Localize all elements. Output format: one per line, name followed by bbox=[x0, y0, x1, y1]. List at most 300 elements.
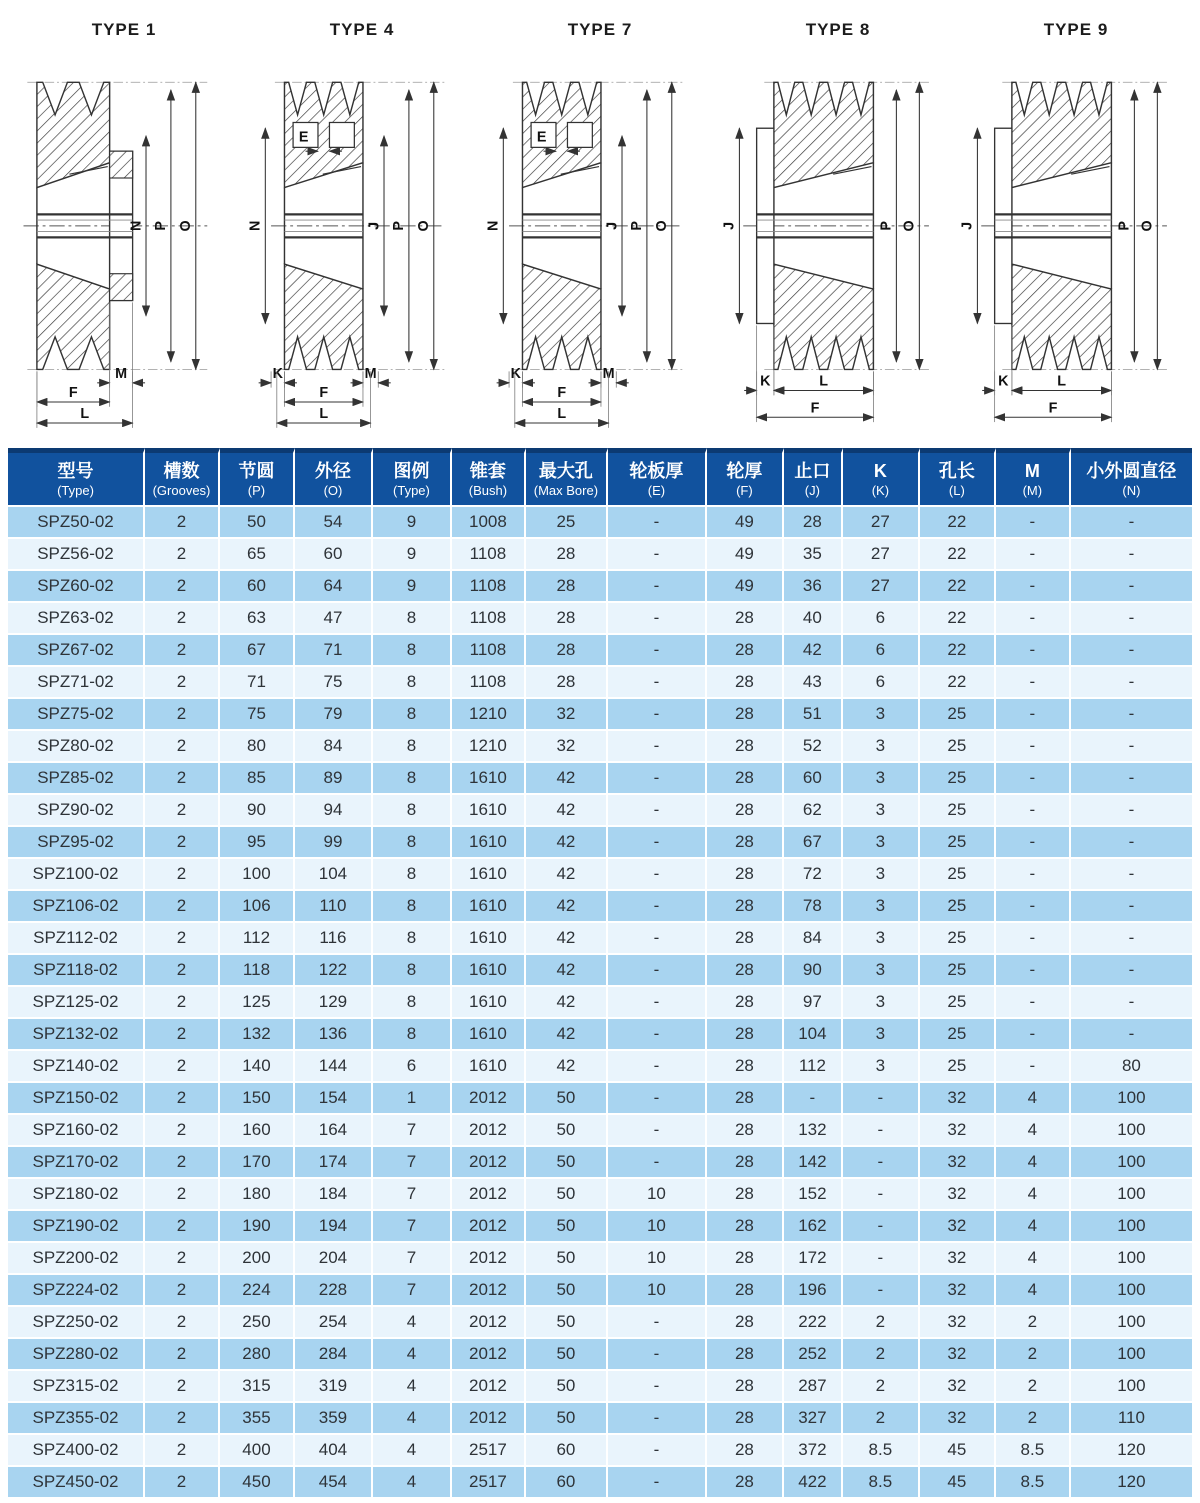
table-cell: 28 bbox=[526, 539, 608, 571]
table-cell: 1210 bbox=[452, 731, 526, 763]
table-cell: 49 bbox=[707, 539, 784, 571]
column-header-bush bbox=[452, 448, 526, 507]
table-cell: 28 bbox=[707, 1467, 784, 1499]
table-cell: 2012 bbox=[452, 1371, 526, 1403]
table-cell: 84 bbox=[784, 923, 843, 955]
column-header-k bbox=[843, 448, 920, 507]
table-cell: 250 bbox=[220, 1307, 295, 1339]
table-cell: 1610 bbox=[452, 955, 526, 987]
table-row bbox=[8, 923, 1192, 955]
pulley-drawing bbox=[6, 44, 242, 446]
table-cell: 104 bbox=[784, 1019, 843, 1051]
table-cell: 100 bbox=[1071, 1179, 1192, 1211]
table-cell: 2012 bbox=[452, 1179, 526, 1211]
table-cell: 25 bbox=[920, 731, 996, 763]
table-cell: SPZ125-02 bbox=[8, 987, 145, 1019]
table-cell: 9 bbox=[373, 571, 452, 603]
table-cell: 25 bbox=[920, 795, 996, 827]
table-cell: - bbox=[1071, 635, 1192, 667]
table-cell: 2 bbox=[145, 891, 220, 923]
column-header-zh: K bbox=[873, 461, 887, 481]
table-cell: 64 bbox=[295, 571, 373, 603]
table-cell: 80 bbox=[220, 731, 295, 763]
table-cell: 144 bbox=[295, 1051, 373, 1083]
dim-label-J: J bbox=[366, 221, 383, 230]
column-header-en: (Max Bore) bbox=[533, 482, 599, 498]
column-header-en: (J) bbox=[804, 482, 820, 498]
table-cell: - bbox=[608, 1467, 707, 1499]
column-header-o bbox=[295, 448, 373, 507]
table-cell: 71 bbox=[220, 667, 295, 699]
column-header-en: (Grooves) bbox=[152, 482, 211, 498]
column-header-p bbox=[220, 448, 295, 507]
table-cell: 8 bbox=[373, 763, 452, 795]
table-cell: 450 bbox=[220, 1467, 295, 1499]
dim-label-P: P bbox=[878, 221, 895, 231]
table-cell: 2 bbox=[145, 827, 220, 859]
table-cell: 67 bbox=[220, 635, 295, 667]
table-row bbox=[8, 635, 1192, 667]
dim-label-J: J bbox=[721, 221, 738, 230]
table-cell: 25 bbox=[920, 859, 996, 891]
dim-label-L: L bbox=[80, 406, 90, 423]
table-cell: - bbox=[608, 1371, 707, 1403]
table-cell: - bbox=[608, 1403, 707, 1435]
table-cell: 125 bbox=[220, 987, 295, 1019]
table-cell: 2 bbox=[996, 1307, 1071, 1339]
table-cell: 62 bbox=[784, 795, 843, 827]
table-cell: - bbox=[608, 571, 707, 603]
table-cell: 32 bbox=[526, 731, 608, 763]
table-cell: 3 bbox=[843, 827, 920, 859]
table-cell: 8 bbox=[373, 923, 452, 955]
table-cell: SPZ180-02 bbox=[8, 1179, 145, 1211]
table-cell: 22 bbox=[920, 507, 996, 539]
dim-label-M: M bbox=[602, 366, 615, 383]
table-cell: 28 bbox=[784, 507, 843, 539]
table-cell: 2012 bbox=[452, 1147, 526, 1179]
pulley-drawing bbox=[958, 44, 1194, 446]
table-cell: - bbox=[608, 1019, 707, 1051]
column-header-j bbox=[784, 448, 843, 507]
table-cell: 28 bbox=[707, 859, 784, 891]
dim-label-O: O bbox=[901, 220, 918, 232]
table-cell: - bbox=[608, 1115, 707, 1147]
table-cell: 8 bbox=[373, 859, 452, 891]
pulley-diagram-type-1 bbox=[6, 14, 242, 446]
table-row bbox=[8, 1019, 1192, 1051]
table-cell: 42 bbox=[526, 763, 608, 795]
table-cell: 52 bbox=[784, 731, 843, 763]
table-cell: - bbox=[843, 1243, 920, 1275]
diagram-title: TYPE 9 bbox=[1043, 20, 1109, 39]
table-cell: - bbox=[996, 667, 1071, 699]
table-cell: 32 bbox=[920, 1403, 996, 1435]
table-cell: 172 bbox=[784, 1243, 843, 1275]
table-cell: 287 bbox=[784, 1371, 843, 1403]
table-cell: 1210 bbox=[452, 699, 526, 731]
table-cell: SPZ400-02 bbox=[8, 1435, 145, 1467]
column-header-en: (O) bbox=[323, 482, 343, 498]
table-cell: - bbox=[608, 1051, 707, 1083]
pulley-diagram-type-9 bbox=[958, 14, 1194, 446]
table-cell: 28 bbox=[707, 763, 784, 795]
table-cell: 1108 bbox=[452, 603, 526, 635]
table-row bbox=[8, 1275, 1192, 1307]
pulley-diagram-type-7 bbox=[482, 14, 718, 446]
table-cell: 32 bbox=[920, 1243, 996, 1275]
table-cell: 2012 bbox=[452, 1339, 526, 1371]
table-cell: 4 bbox=[996, 1211, 1071, 1243]
table-cell: 71 bbox=[295, 635, 373, 667]
table-cell: 8 bbox=[373, 987, 452, 1019]
table-row bbox=[8, 763, 1192, 795]
table-cell: 72 bbox=[784, 859, 843, 891]
table-cell: 42 bbox=[526, 891, 608, 923]
table-cell: 170 bbox=[220, 1147, 295, 1179]
table-cell: - bbox=[608, 1435, 707, 1467]
table-cell: SPZ190-02 bbox=[8, 1211, 145, 1243]
table-cell: 22 bbox=[920, 603, 996, 635]
table-cell: 94 bbox=[295, 795, 373, 827]
table-cell: 28 bbox=[526, 603, 608, 635]
table-cell: - bbox=[996, 603, 1071, 635]
column-header-type bbox=[8, 448, 145, 507]
column-header-zh: M bbox=[1024, 461, 1040, 481]
table-cell: - bbox=[608, 923, 707, 955]
table-cell: 2 bbox=[843, 1403, 920, 1435]
table-cell: 25 bbox=[526, 507, 608, 539]
table-cell: 327 bbox=[784, 1403, 843, 1435]
table-cell: 42 bbox=[526, 923, 608, 955]
table-cell: 8 bbox=[373, 731, 452, 763]
table-cell: 8 bbox=[373, 667, 452, 699]
diagram-title: TYPE 7 bbox=[567, 20, 633, 39]
table-cell: 28 bbox=[526, 571, 608, 603]
dim-label-P: P bbox=[391, 221, 408, 231]
table-cell: 60 bbox=[784, 763, 843, 795]
table-cell: - bbox=[1071, 731, 1192, 763]
table-cell: 116 bbox=[295, 923, 373, 955]
table-cell: 50 bbox=[526, 1083, 608, 1115]
table-cell: 204 bbox=[295, 1243, 373, 1275]
table-row bbox=[8, 603, 1192, 635]
table-cell: 152 bbox=[784, 1179, 843, 1211]
table-cell: 1610 bbox=[452, 859, 526, 891]
table-cell: 372 bbox=[784, 1435, 843, 1467]
table-cell: 142 bbox=[784, 1147, 843, 1179]
table-cell: 28 bbox=[707, 1115, 784, 1147]
table-cell: 2 bbox=[843, 1339, 920, 1371]
table-cell: 112 bbox=[784, 1051, 843, 1083]
table-cell: 32 bbox=[920, 1083, 996, 1115]
table-cell: 8 bbox=[373, 699, 452, 731]
table-cell: 28 bbox=[707, 1211, 784, 1243]
table-cell: 63 bbox=[220, 603, 295, 635]
table-cell: 45 bbox=[920, 1435, 996, 1467]
table-row bbox=[8, 1371, 1192, 1403]
table-cell: 79 bbox=[295, 699, 373, 731]
table-cell: 1610 bbox=[452, 763, 526, 795]
table-cell: 1610 bbox=[452, 1051, 526, 1083]
table-cell: SPZ450-02 bbox=[8, 1467, 145, 1499]
table-cell: 25 bbox=[920, 987, 996, 1019]
dim-label-F: F bbox=[1048, 400, 1058, 417]
table-cell: - bbox=[1071, 699, 1192, 731]
table-cell: - bbox=[1071, 923, 1192, 955]
column-header-zh: 节圆 bbox=[238, 461, 275, 481]
table-cell: 1610 bbox=[452, 1019, 526, 1051]
table-cell: 50 bbox=[526, 1307, 608, 1339]
table-cell: 10 bbox=[608, 1243, 707, 1275]
column-header-zh: 止口 bbox=[794, 461, 831, 481]
column-header-l bbox=[920, 448, 996, 507]
table-row bbox=[8, 507, 1192, 539]
table-cell: 28 bbox=[707, 1371, 784, 1403]
table-cell: 43 bbox=[784, 667, 843, 699]
table-cell: - bbox=[1071, 571, 1192, 603]
table-row bbox=[8, 859, 1192, 891]
table-cell: - bbox=[608, 667, 707, 699]
table-cell: - bbox=[1071, 667, 1192, 699]
table-cell: 180 bbox=[220, 1179, 295, 1211]
table-cell: 106 bbox=[220, 891, 295, 923]
table-cell: 42 bbox=[526, 1051, 608, 1083]
table-cell: 2012 bbox=[452, 1115, 526, 1147]
table-cell: 7 bbox=[373, 1211, 452, 1243]
table-cell: 49 bbox=[707, 571, 784, 603]
table-cell: 2 bbox=[145, 1307, 220, 1339]
table-cell: SPZ67-02 bbox=[8, 635, 145, 667]
dim-label-K: K bbox=[998, 373, 1009, 390]
table-cell: 28 bbox=[707, 635, 784, 667]
table-cell: - bbox=[1071, 763, 1192, 795]
table-cell: 28 bbox=[707, 1179, 784, 1211]
table-cell: 3 bbox=[843, 859, 920, 891]
table-cell: - bbox=[608, 1307, 707, 1339]
column-header-max-bore bbox=[526, 448, 608, 507]
diagram-title: TYPE 1 bbox=[91, 20, 157, 39]
table-cell: SPZ160-02 bbox=[8, 1115, 145, 1147]
table-cell: - bbox=[996, 1019, 1071, 1051]
table-cell: 22 bbox=[920, 539, 996, 571]
table-cell: 50 bbox=[526, 1371, 608, 1403]
table-cell: 2012 bbox=[452, 1275, 526, 1307]
table-cell: 60 bbox=[220, 571, 295, 603]
table-cell: 42 bbox=[526, 827, 608, 859]
dim-label-F: F bbox=[557, 385, 567, 402]
table-cell: 22 bbox=[920, 635, 996, 667]
table-cell: 78 bbox=[784, 891, 843, 923]
table-cell: 1108 bbox=[452, 571, 526, 603]
table-cell: 2 bbox=[843, 1307, 920, 1339]
table-cell: 110 bbox=[295, 891, 373, 923]
table-cell: 2 bbox=[145, 1179, 220, 1211]
table-cell: 454 bbox=[295, 1467, 373, 1499]
table-cell: 2012 bbox=[452, 1307, 526, 1339]
table-cell: 67 bbox=[784, 827, 843, 859]
dim-label-O: O bbox=[654, 220, 671, 232]
table-cell: 22 bbox=[920, 667, 996, 699]
table-cell: 28 bbox=[707, 1083, 784, 1115]
table-cell: 2 bbox=[145, 731, 220, 763]
table-cell: 89 bbox=[295, 763, 373, 795]
table-cell: 50 bbox=[526, 1275, 608, 1307]
table-row bbox=[8, 1211, 1192, 1243]
table-cell: 90 bbox=[784, 955, 843, 987]
table-cell: 100 bbox=[220, 859, 295, 891]
table-row bbox=[8, 1243, 1192, 1275]
table-cell: 35 bbox=[784, 539, 843, 571]
table-cell: 50 bbox=[526, 1339, 608, 1371]
table-cell: 42 bbox=[526, 859, 608, 891]
table-cell: 8.5 bbox=[996, 1435, 1071, 1467]
table-cell: - bbox=[1071, 507, 1192, 539]
pulley-diagram-type-4 bbox=[244, 14, 480, 446]
column-header-en: (E) bbox=[647, 482, 666, 498]
column-header-zh: 小外圆直径 bbox=[1086, 461, 1177, 481]
table-cell: 28 bbox=[707, 923, 784, 955]
table-cell: 4 bbox=[996, 1275, 1071, 1307]
table-cell: 4 bbox=[373, 1339, 452, 1371]
table-cell: 7 bbox=[373, 1147, 452, 1179]
table-cell: SPZ71-02 bbox=[8, 667, 145, 699]
table-cell: 40 bbox=[784, 603, 843, 635]
column-header-grooves bbox=[145, 448, 220, 507]
dim-label-K: K bbox=[510, 366, 521, 383]
table-cell: 2 bbox=[145, 699, 220, 731]
table-cell: SPZ150-02 bbox=[8, 1083, 145, 1115]
table-row bbox=[8, 1339, 1192, 1371]
table-cell: 28 bbox=[707, 795, 784, 827]
table-cell: 28 bbox=[707, 1019, 784, 1051]
table-cell: SPZ106-02 bbox=[8, 891, 145, 923]
table-cell: 25 bbox=[920, 955, 996, 987]
table-cell: 2 bbox=[996, 1339, 1071, 1371]
table-cell: 194 bbox=[295, 1211, 373, 1243]
column-header-e bbox=[608, 448, 707, 507]
table-cell: 2012 bbox=[452, 1211, 526, 1243]
table-row bbox=[8, 1467, 1192, 1499]
column-header-en: (F) bbox=[736, 482, 753, 498]
table-cell: 8 bbox=[373, 603, 452, 635]
table-cell: SPZ132-02 bbox=[8, 1019, 145, 1051]
table-row bbox=[8, 571, 1192, 603]
table-cell: 54 bbox=[295, 507, 373, 539]
table-cell: 90 bbox=[220, 795, 295, 827]
table-cell: 32 bbox=[920, 1147, 996, 1179]
table-cell: 28 bbox=[526, 667, 608, 699]
table-cell: 8 bbox=[373, 795, 452, 827]
table-cell: 3 bbox=[843, 795, 920, 827]
table-cell: 42 bbox=[526, 955, 608, 987]
table-cell: 355 bbox=[220, 1403, 295, 1435]
table-cell: 110 bbox=[1071, 1403, 1192, 1435]
table-cell: 100 bbox=[1071, 1275, 1192, 1307]
table-cell: 2 bbox=[145, 571, 220, 603]
table-cell: - bbox=[996, 923, 1071, 955]
table-cell: 154 bbox=[295, 1083, 373, 1115]
table-cell: 25 bbox=[920, 827, 996, 859]
table-cell: 164 bbox=[295, 1115, 373, 1147]
dim-label-F: F bbox=[319, 385, 329, 402]
dim-label-L: L bbox=[319, 406, 329, 423]
column-header-zh: 外径 bbox=[314, 461, 351, 481]
table-cell: 97 bbox=[784, 987, 843, 1019]
table-cell: SPZ50-02 bbox=[8, 507, 145, 539]
table-cell: SPZ60-02 bbox=[8, 571, 145, 603]
table-cell: 2 bbox=[145, 603, 220, 635]
table-cell: SPZ200-02 bbox=[8, 1243, 145, 1275]
table-cell: 25 bbox=[920, 699, 996, 731]
pulley-diagram-type-8 bbox=[720, 14, 956, 446]
table-cell: 1610 bbox=[452, 923, 526, 955]
table-cell: SPZ140-02 bbox=[8, 1051, 145, 1083]
column-header-zh: 槽数 bbox=[163, 461, 200, 481]
table-cell: - bbox=[843, 1211, 920, 1243]
table-cell: SPZ170-02 bbox=[8, 1147, 145, 1179]
table-cell: - bbox=[996, 795, 1071, 827]
table-cell: - bbox=[843, 1179, 920, 1211]
table-cell: 136 bbox=[295, 1019, 373, 1051]
table-cell: 112 bbox=[220, 923, 295, 955]
dim-label-L: L bbox=[819, 373, 829, 390]
table-cell: 85 bbox=[220, 763, 295, 795]
table-cell: 7 bbox=[373, 1243, 452, 1275]
table-cell: 8 bbox=[373, 955, 452, 987]
table-cell: 4 bbox=[373, 1307, 452, 1339]
table-cell: SPZ80-02 bbox=[8, 731, 145, 763]
table-cell: 25 bbox=[920, 923, 996, 955]
table-row bbox=[8, 1403, 1192, 1435]
table-row bbox=[8, 1179, 1192, 1211]
table-cell: - bbox=[608, 795, 707, 827]
table-cell: 4 bbox=[373, 1467, 452, 1499]
table-cell: 49 bbox=[707, 507, 784, 539]
table-cell: 200 bbox=[220, 1243, 295, 1275]
table-cell: 7 bbox=[373, 1115, 452, 1147]
table-cell: - bbox=[608, 731, 707, 763]
table-cell: SPZ95-02 bbox=[8, 827, 145, 859]
dim-label-N: N bbox=[247, 220, 264, 232]
table-cell: 28 bbox=[707, 1307, 784, 1339]
table-cell: 4 bbox=[996, 1115, 1071, 1147]
table-cell: - bbox=[996, 571, 1071, 603]
table-cell: 95 bbox=[220, 827, 295, 859]
table-cell: 27 bbox=[843, 539, 920, 571]
table-row bbox=[8, 1051, 1192, 1083]
table-row bbox=[8, 731, 1192, 763]
table-cell: - bbox=[996, 699, 1071, 731]
table-cell: 319 bbox=[295, 1371, 373, 1403]
table-cell: 2 bbox=[145, 1275, 220, 1307]
diagram-title: TYPE 8 bbox=[805, 20, 871, 39]
table-cell: 400 bbox=[220, 1435, 295, 1467]
pulley-diagrams-row bbox=[0, 0, 1200, 448]
dim-label-P: P bbox=[629, 221, 646, 231]
table-cell: - bbox=[996, 635, 1071, 667]
table-cell: 36 bbox=[784, 571, 843, 603]
table-cell: 2 bbox=[145, 1467, 220, 1499]
table-cell: 1610 bbox=[452, 827, 526, 859]
table-row bbox=[8, 1083, 1192, 1115]
table-cell: SPZ250-02 bbox=[8, 1307, 145, 1339]
table-cell: 3 bbox=[843, 923, 920, 955]
table-cell: 50 bbox=[526, 1211, 608, 1243]
dim-label-L: L bbox=[557, 406, 567, 423]
table-cell: 4 bbox=[996, 1243, 1071, 1275]
dim-label-K: K bbox=[760, 373, 771, 390]
